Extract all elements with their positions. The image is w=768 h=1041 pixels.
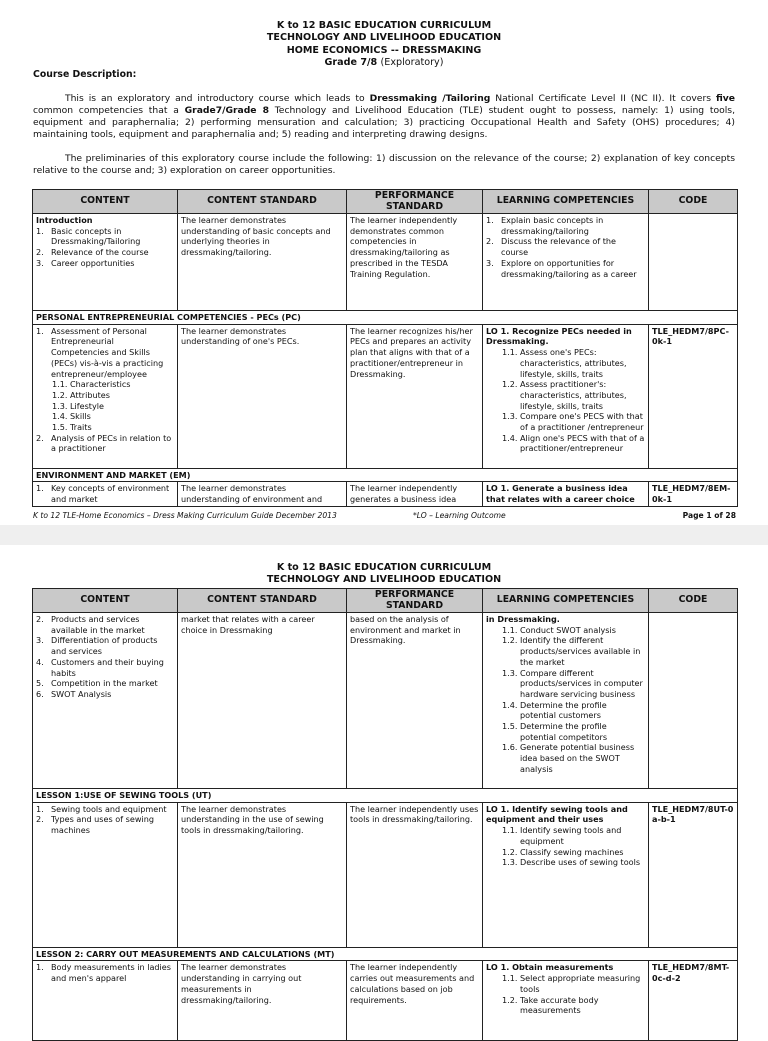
list-number: 1.2. bbox=[502, 379, 518, 390]
list-number: 1. bbox=[36, 803, 44, 814]
pecs-performance-standard: The learner recognizes his/her PECs and prepares an activity plan that aligns with that of a practitioner/entrepreneur in Dressmaking. bbox=[347, 324, 483, 468]
list-number: 1.1. bbox=[502, 825, 518, 836]
list-item bbox=[502, 411, 645, 432]
list-text: Relevance of the course bbox=[51, 247, 149, 258]
em-content-standard: The learner demonstrates understanding of environment and bbox=[178, 482, 347, 506]
pecs-competencies-list bbox=[486, 347, 645, 454]
list-item bbox=[36, 433, 174, 454]
list-number: 1.3. bbox=[502, 857, 518, 868]
para1-bold-b: Dressmaking /Tailoring bbox=[369, 93, 491, 104]
lesson2-competencies-cell bbox=[483, 961, 649, 1041]
list-text: Select appropriate measuring tools bbox=[520, 973, 641, 994]
footer-page-number: Page 1 of 28 bbox=[682, 511, 736, 520]
col-header-content-standard: CONTENT STANDARD bbox=[178, 190, 347, 214]
list-text: Basic concepts in Dressmaking/Tailoring bbox=[51, 225, 141, 247]
col-header-code: CODE bbox=[649, 589, 738, 613]
table-row-pecs bbox=[33, 324, 738, 468]
lesson2-content-standard: The learner demonstrates understanding in carrying out measurements in dressmaking/tailoring. bbox=[178, 961, 347, 1041]
list-item bbox=[36, 614, 174, 635]
header-line-2: TECHNOLOGY AND LIVELIHOOD EDUCATION bbox=[266, 32, 502, 44]
learning-outcome: LO 1. Recognize PECs needed in Dressmaking. bbox=[486, 325, 632, 347]
course-description-paragraph-2: The preliminaries of this exploratory course include the following: 1) discussion on the relevance of the course; 2) explanation of key concepts relative to the course and; 3) exploration on career opportunities. bbox=[33, 153, 735, 176]
list-number: 4. bbox=[36, 656, 44, 667]
para1-bold-f: Grade7/Grade 8 bbox=[184, 105, 269, 116]
list-item bbox=[502, 379, 645, 411]
list-item bbox=[52, 411, 174, 422]
list-text: Analysis of PECs in relation to a practitioner bbox=[51, 432, 172, 454]
list-number: 1.5. bbox=[502, 721, 518, 732]
lesson1-code: TLE_HEDM7/8UT-0a-b-1 bbox=[649, 802, 738, 947]
list-text: Assess one's PECs: characteristics, attributes, lifestyle, skills, traits bbox=[520, 347, 627, 379]
page-separator bbox=[0, 525, 768, 545]
para1-text-e: common competencies that a bbox=[33, 105, 185, 116]
course-description-paragraph-1 bbox=[33, 93, 735, 141]
intro-content-cell bbox=[33, 214, 178, 311]
list-number: 3. bbox=[486, 257, 494, 268]
list-text: Assess practitioner's: characteristics, attributes, lifestyle, skills, traits bbox=[520, 379, 627, 411]
pecs-competencies-cell bbox=[483, 324, 649, 468]
list-number: 1.1. bbox=[502, 973, 518, 984]
list-text: Conduct SWOT analysis bbox=[520, 624, 616, 635]
list-item bbox=[36, 258, 174, 269]
col-header-content: CONTENT bbox=[33, 190, 178, 214]
footer-lo-note: *LO – Learning Outcome bbox=[413, 511, 506, 520]
pecs-content-standard: The learner demonstrates understanding of one's PECs. bbox=[178, 324, 347, 468]
list-text: Determine the profile potential customers bbox=[520, 699, 607, 721]
course-description-label: Course Description: bbox=[33, 69, 137, 80]
learning-outcome: LO 1. Obtain measurements bbox=[486, 962, 614, 973]
lesson2-content-cell bbox=[33, 961, 178, 1041]
list-number: 1.2. bbox=[52, 389, 68, 400]
header-line-1: K to 12 BASIC EDUCATION CURRICULUM bbox=[276, 562, 492, 573]
list-text: Products and services available in the market bbox=[51, 614, 145, 635]
list-item bbox=[36, 657, 174, 678]
list-text: Key concepts of environment and market bbox=[51, 483, 170, 505]
list-item bbox=[36, 962, 174, 983]
list-text: Assessment of Personal Entrepreneurial Competencies and Skills (PECs) vis-à-vis a practicing entrepreneur/employee bbox=[51, 325, 164, 379]
list-item bbox=[36, 247, 174, 258]
list-item bbox=[502, 347, 645, 379]
lesson2-content-list bbox=[36, 962, 174, 983]
section-title-pecs: PERSONAL ENTREPRENEURIAL COMPETENCIES - PECs (PC) bbox=[33, 311, 738, 325]
list-number: 6. bbox=[36, 688, 44, 699]
list-number: 1.1. bbox=[502, 347, 518, 358]
em-content-cell bbox=[33, 482, 178, 506]
lesson1-content-list bbox=[36, 804, 174, 836]
table-row-em bbox=[33, 482, 738, 506]
list-item bbox=[502, 721, 645, 742]
lesson1-content-standard: The learner demonstrates understanding in the use of sewing tools in dressmaking/tailoring. bbox=[178, 802, 347, 947]
list-text: Customers and their buying habits bbox=[51, 656, 164, 678]
curriculum-table-page-1 bbox=[32, 189, 738, 507]
intro-code bbox=[649, 214, 738, 311]
intro-content-standard: The learner demonstrates understanding of basic concepts and underlying theories in dressmaking/tailoring. bbox=[178, 214, 347, 311]
curriculum-table-page-2 bbox=[32, 588, 738, 1041]
list-number: 1.4. bbox=[502, 699, 518, 710]
para1-text-a: This is an exploratory and introductory course which leads to bbox=[65, 93, 370, 104]
list-item bbox=[502, 995, 645, 1016]
list-text: Sewing tools and equipment bbox=[51, 803, 167, 814]
section-title-lesson-2: LESSON 2: CARRY OUT MEASUREMENTS AND CALCULATIONS (MT) bbox=[33, 947, 738, 961]
learning-outcome: LO 1. Identify sewing tools and equipment and their uses bbox=[486, 803, 628, 825]
list-text: Discuss the relevance of the course bbox=[501, 236, 617, 258]
list-text: Identify the different products/services available in the market bbox=[520, 635, 641, 667]
list-item bbox=[52, 390, 174, 401]
list-number: 1. bbox=[36, 225, 44, 236]
col-header-learning-competencies: LEARNING COMPETENCIES bbox=[483, 589, 649, 613]
list-number: 1.2. bbox=[502, 635, 518, 646]
list-number: 3. bbox=[36, 635, 44, 646]
list-number: 5. bbox=[36, 678, 44, 689]
lesson1-competencies-cell bbox=[483, 802, 649, 947]
section-title-lesson-1: LESSON 1:USE OF SEWING TOOLS (UT) bbox=[33, 789, 738, 803]
list-text: Traits bbox=[70, 422, 92, 433]
em-cont-content-standard: market that relates with a career choice in Dressmaking bbox=[178, 613, 347, 789]
list-text: Types and uses of sewing machines bbox=[51, 814, 155, 836]
em-cont-competencies-list bbox=[486, 625, 645, 775]
em-learning-outcome: LO 1. Generate a business idea that relates with a career choice bbox=[483, 482, 649, 506]
list-text: Characteristics bbox=[70, 379, 131, 390]
list-number: 1.5. bbox=[52, 422, 68, 433]
list-item bbox=[486, 236, 645, 257]
table-header-row bbox=[33, 190, 738, 214]
list-text: Explore on opportunities for dressmaking/tailoring as a career bbox=[501, 257, 637, 279]
list-number: 3. bbox=[36, 257, 44, 268]
header-line-2: TECHNOLOGY AND LIVELIHOOD EDUCATION bbox=[266, 574, 502, 586]
list-item bbox=[502, 700, 645, 721]
pecs-sub-list bbox=[36, 379, 174, 433]
list-text: Explain basic concepts in dressmaking/tailoring bbox=[501, 215, 604, 236]
list-text: Describe uses of sewing tools bbox=[520, 857, 641, 868]
list-text: Competition in the market bbox=[51, 678, 158, 689]
col-header-content: CONTENT bbox=[33, 589, 178, 613]
lesson1-performance-standard: The learner independently uses tools in dressmaking/tailoring. bbox=[347, 802, 483, 947]
list-item bbox=[486, 215, 645, 236]
page-header bbox=[0, 20, 768, 70]
grade-label: Grade 7/8 bbox=[324, 57, 378, 69]
list-text: Take accurate body measurements bbox=[520, 994, 599, 1016]
list-number: 1.6. bbox=[502, 742, 518, 753]
list-number: 1.4. bbox=[52, 411, 68, 422]
em-cont-code bbox=[649, 613, 738, 789]
em-cont-performance-standard: based on the analysis of environment and market in Dressmaking. bbox=[347, 613, 483, 789]
list-text: Determine the profile potential competitors bbox=[520, 721, 608, 742]
list-item bbox=[502, 742, 645, 774]
list-text: Skills bbox=[70, 411, 91, 422]
page-header bbox=[0, 562, 768, 587]
para1-bold-d: five bbox=[715, 93, 735, 104]
table-row-lesson-2 bbox=[33, 961, 738, 1041]
intro-performance-standard: The learner independently demonstrates common competencies in dressmaking/tailoring as prescribed in the TESDA Training Regulation. bbox=[347, 214, 483, 311]
intro-title: Introduction bbox=[36, 215, 93, 225]
list-number: 1.1. bbox=[52, 379, 68, 390]
list-item bbox=[502, 433, 645, 454]
learning-outcome: in Dressmaking. bbox=[486, 614, 560, 624]
list-number: 2. bbox=[36, 614, 44, 624]
col-header-learning-competencies: LEARNING COMPETENCIES bbox=[483, 190, 649, 214]
header-line-1: K to 12 BASIC EDUCATION CURRICULUM bbox=[276, 20, 492, 31]
list-text: Attributes bbox=[70, 389, 110, 400]
list-text: Lifestyle bbox=[70, 400, 104, 411]
list-number: 1. bbox=[486, 215, 494, 225]
list-text: Compare one's PECS with that of a practitioner /entrepreneur bbox=[520, 411, 644, 433]
list-text: Compare different products/services in computer hardware servicing business bbox=[520, 667, 643, 699]
list-text: Align one's PECS with that of a practitioner/entrepreneur bbox=[520, 432, 645, 454]
col-header-performance-standard: PERFORMANCE STANDARD bbox=[347, 190, 483, 214]
list-number: 1.3. bbox=[52, 400, 68, 411]
list-text: Differentiation of products and services bbox=[51, 635, 158, 657]
list-text: Classify sewing machines bbox=[520, 846, 624, 857]
lesson2-code: TLE_HEDM7/8MT-0c-d-2 bbox=[649, 961, 738, 1041]
para1-text-g: Technology and Livelihood Education (TLE) student ought to possess, namely: 1) using tools, equipment and paraphernalia; 2) performing mensuration and calculation; 3) practicing Occupational Health and Safety (OHS) procedures; 4) maintaining tools, equipment and paraphernalia and; 5) reading and interpreting drawing designs. bbox=[33, 105, 736, 140]
list-item bbox=[36, 678, 174, 689]
list-number: 2. bbox=[36, 247, 44, 258]
col-header-content-standard: CONTENT STANDARD bbox=[178, 589, 347, 613]
list-number: 2. bbox=[36, 814, 44, 825]
list-item bbox=[36, 689, 174, 700]
footer-guide-title: K to 12 TLE-Home Economics – Dress Making Curriculum Guide December 2013 bbox=[33, 511, 337, 520]
list-item bbox=[502, 625, 645, 636]
lesson2-competencies-list bbox=[486, 973, 645, 1016]
list-number: 2. bbox=[486, 236, 494, 247]
list-item bbox=[502, 857, 645, 868]
list-item bbox=[36, 635, 174, 656]
list-number: 1.4. bbox=[502, 432, 518, 443]
list-item bbox=[502, 973, 645, 994]
list-item bbox=[52, 401, 174, 412]
lesson2-performance-standard: The learner independently carries out measurements and calculations based on job requirements. bbox=[347, 961, 483, 1041]
table-row-em-continued bbox=[33, 613, 738, 789]
list-item bbox=[36, 326, 174, 380]
list-item bbox=[52, 379, 174, 390]
em-code: TLE_HEDM7/8EM-0k-1 bbox=[649, 482, 738, 506]
em-cont-content-cell bbox=[33, 613, 178, 789]
list-text: Identify sewing tools and equipment bbox=[520, 825, 622, 846]
section-row-lesson-1 bbox=[33, 789, 738, 803]
table-row-lesson-1 bbox=[33, 802, 738, 947]
section-row-em bbox=[33, 468, 738, 482]
lesson1-competencies-list bbox=[486, 825, 645, 868]
intro-content-list bbox=[36, 226, 174, 269]
pecs-content-cell bbox=[33, 324, 178, 468]
list-number: 2. bbox=[36, 432, 44, 443]
list-text: Career opportunities bbox=[51, 257, 135, 268]
list-text: Body measurements in ladies and men's apparel bbox=[51, 962, 172, 984]
list-number: 1. bbox=[36, 962, 44, 973]
list-text: Generate potential business idea based on the SWOT analysis bbox=[520, 742, 635, 774]
list-number: 1.3. bbox=[502, 411, 518, 422]
intro-competencies-list bbox=[486, 215, 645, 279]
list-number: 1. bbox=[36, 325, 44, 336]
col-header-code: CODE bbox=[649, 190, 738, 214]
list-item bbox=[502, 635, 645, 667]
pecs-code: TLE_HEDM7/8PC-0k-1 bbox=[649, 324, 738, 468]
list-number: 1.2. bbox=[502, 846, 518, 857]
list-item bbox=[36, 483, 174, 504]
list-item bbox=[502, 847, 645, 858]
em-performance-standard: The learner independently generates a business idea bbox=[347, 482, 483, 506]
list-item bbox=[486, 258, 645, 279]
header-line-4 bbox=[0, 57, 768, 69]
page-2 bbox=[0, 545, 768, 1024]
header-line-3: HOME ECONOMICS -- DRESSMAKING bbox=[286, 44, 482, 56]
grade-note: (Exploratory) bbox=[380, 57, 444, 69]
list-item bbox=[36, 226, 174, 247]
list-number: 1. bbox=[36, 483, 44, 494]
list-item bbox=[52, 422, 174, 433]
list-item bbox=[502, 825, 645, 846]
section-row-lesson-2 bbox=[33, 947, 738, 961]
list-number: 1.1. bbox=[502, 624, 518, 635]
list-number: 1.2. bbox=[502, 994, 518, 1005]
em-cont-competencies-cell bbox=[483, 613, 649, 789]
list-item bbox=[36, 804, 174, 815]
table-header-row bbox=[33, 589, 738, 613]
para1-text-c: National Certificate Level II (NC II). It covers bbox=[490, 93, 716, 104]
list-text: SWOT Analysis bbox=[51, 688, 112, 699]
section-title-em: ENVIRONMENT AND MARKET (EM) bbox=[33, 468, 738, 482]
lesson1-content-cell bbox=[33, 802, 178, 947]
intro-competencies-cell bbox=[483, 214, 649, 311]
list-item bbox=[502, 668, 645, 700]
section-row-pecs bbox=[33, 311, 738, 325]
table-row-introduction bbox=[33, 214, 738, 311]
col-header-performance-standard: PERFORMANCE STANDARD bbox=[347, 589, 483, 613]
list-number: 1.3. bbox=[502, 667, 518, 678]
list-item bbox=[36, 814, 174, 835]
em-cont-content-list bbox=[36, 614, 174, 700]
